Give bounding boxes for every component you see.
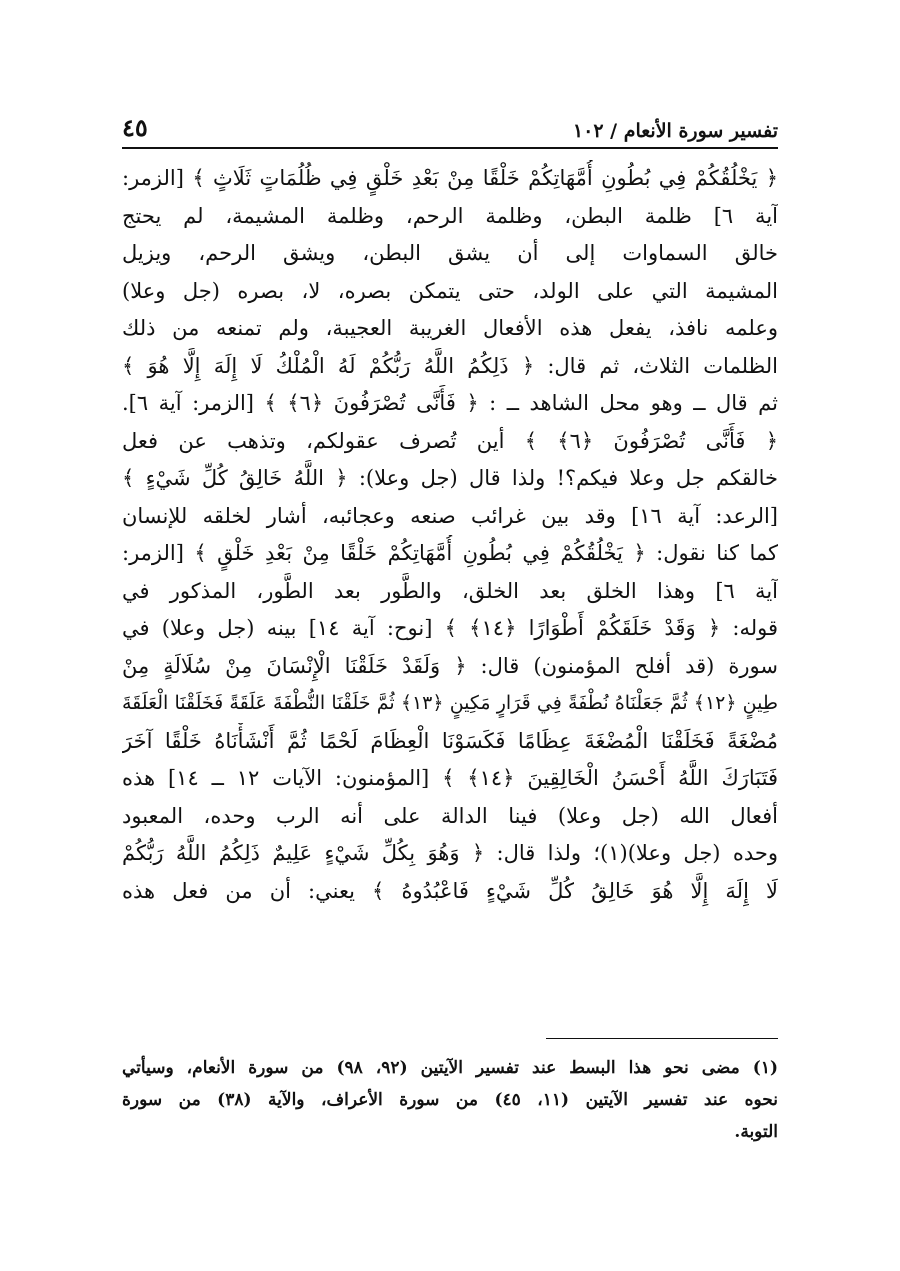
body-line: ﴿ يَخْلُقُكُمْ فِي بُطُونِ أُمَّهَاتِكُمْ خَلْقًا مِنْ بَعْدِ خَلْقٍ فِي ظُلُمَاتٍ ثَلَاثٍ ﴾ [الزمر: [122,166,778,190]
body-line: ﴿ فَأَنَّى تُصْرَفُونَ ﴿٦﴾ ﴾ أين تُصرف عقولكم، وتذهب عن فعل [122,428,778,453]
body-line: آية ٦] ظلمة البطن، وظلمة الرحم، وظلمة المشيمة، لم يحتج [122,203,778,228]
body-line: قوله: ﴿ وَقَدْ خَلَقَكُمْ أَطْوَارًا ﴿١٤﴾ ﴾ [نوح: آية ١٤] بينه (جل وعلا) في [122,616,778,640]
body-line: كما كنا نقول: ﴿ يَخْلُقُكُمْ فِي بُطُونِ أُمَّهَاتِكُمْ خَلْقًا مِنْ بَعْدِ خَلْقٍ ﴾ [الزمر: [122,541,778,565]
body-line: المشيمة التي على الولد، حتى يتمكن بصره، لا، بصره (جل وعلا) [122,278,778,303]
body-line: وحده (جل وعلا)(١)؛ ولذا قال: ﴿ وَهُوَ بِكُلِّ شَيْءٍ عَلِيمٌ ذَلِكُمُ اللَّهُ رَبُّكُمْ [122,841,778,865]
body-text [122,160,778,910]
body-line: خالق السماوات إلى أن يشق البطن، ويشق الرحم، ويزيل [122,241,778,265]
body-line: آية ٦] وهذا الخلق بعد الخلق، والطَّور بعد الطَّور، المذكور في [122,578,778,603]
body-line: ثم قال ــ وهو محل الشاهد ــ : ﴿ فَأَنَّى تُصْرَفُونَ ﴿٦﴾ ﴾ [الزمر: آية ٦]. [122,391,778,415]
footnote-separator [546,1038,778,1039]
body-line: أفعال الله (جل وعلا) فينا الدالة على أنه الرب وحده، المعبود [122,803,778,828]
body-line: طِينٍ ﴿١٢﴾ ثُمَّ جَعَلْنَاهُ نُطْفَةً فِي قَرَارٍ مَكِينٍ ﴿١٣﴾ ثُمَّ خَلَقْنَا النُّطْفَةَ عَلَقَةً فَخَلَقْنَا الْعَلَقَةَ [122,692,778,714]
running-title: تفسير سورة الأنعام / ١٠٢ [572,120,778,142]
header-rule [122,147,778,149]
body-line: سورة (قد أفلح المؤمنون) قال: ﴿ وَلَقَدْ خَلَقْنَا الْإِنْسَانَ مِنْ سُلَالَةٍ مِنْ [122,653,778,678]
page-header [122,100,778,142]
footnote-line: التوبة. [734,1122,778,1142]
footnote-line: (١) مضى نحو هذا البسط عند تفسير الآيتين (٩٢، ٩٨) من سورة الأنعام، وسيأتي [122,1058,778,1078]
footnote-line: نحوه عند تفسير الآيتين (١١، ٤٥) من سورة الأعراف، والآية (٣٨) من سورة [122,1090,778,1110]
body-line: الظلمات الثلاث، ثم قال: ﴿ ذَلِكُمُ اللَّهُ رَبُّكُمْ لَهُ الْمُلْكُ لَا إِلَهَ إِلَّا هُوَ ﴾ [122,353,778,378]
body-line: وعلمه نافذ، يفعل هذه الأفعال الغريبة العجيبة، ولم تمنعه من ذلك [122,316,778,340]
body-line: [الرعد: آية ١٦] وقد بين غرائب صنعه وعجائبه، أشار لخلقه للإنسان [122,503,778,528]
page-number: ٤٥ [122,113,148,142]
footnotes [122,1052,778,1148]
body-line: مُضْغَةً فَخَلَقْنَا الْمُضْغَةَ عِظَامًا فَكَسَوْنَا الْعِظَامَ لَحْمًا ثُمَّ أَنْشَأْنَاهُ خَلْقًا آخَرَ [122,728,778,753]
body-line: فَتَبَارَكَ اللَّهُ أَحْسَنُ الْخَالِقِينَ ﴿١٤﴾ ﴾ [المؤمنون: الآيات ١٢ ــ ١٤] هذه [122,766,778,790]
body-line: لَا إِلَهَ إِلَّا هُوَ خَالِقُ كُلِّ شَيْءٍ فَاعْبُدُوهُ ﴾ يعني: أن من فعل هذه [122,878,778,903]
body-line: خالقكم جل وعلا فيكم؟! ولذا قال (جل وعلا): ﴿ اللَّهُ خَالِقُ كُلِّ شَيْءٍ ﴾ [122,466,778,490]
